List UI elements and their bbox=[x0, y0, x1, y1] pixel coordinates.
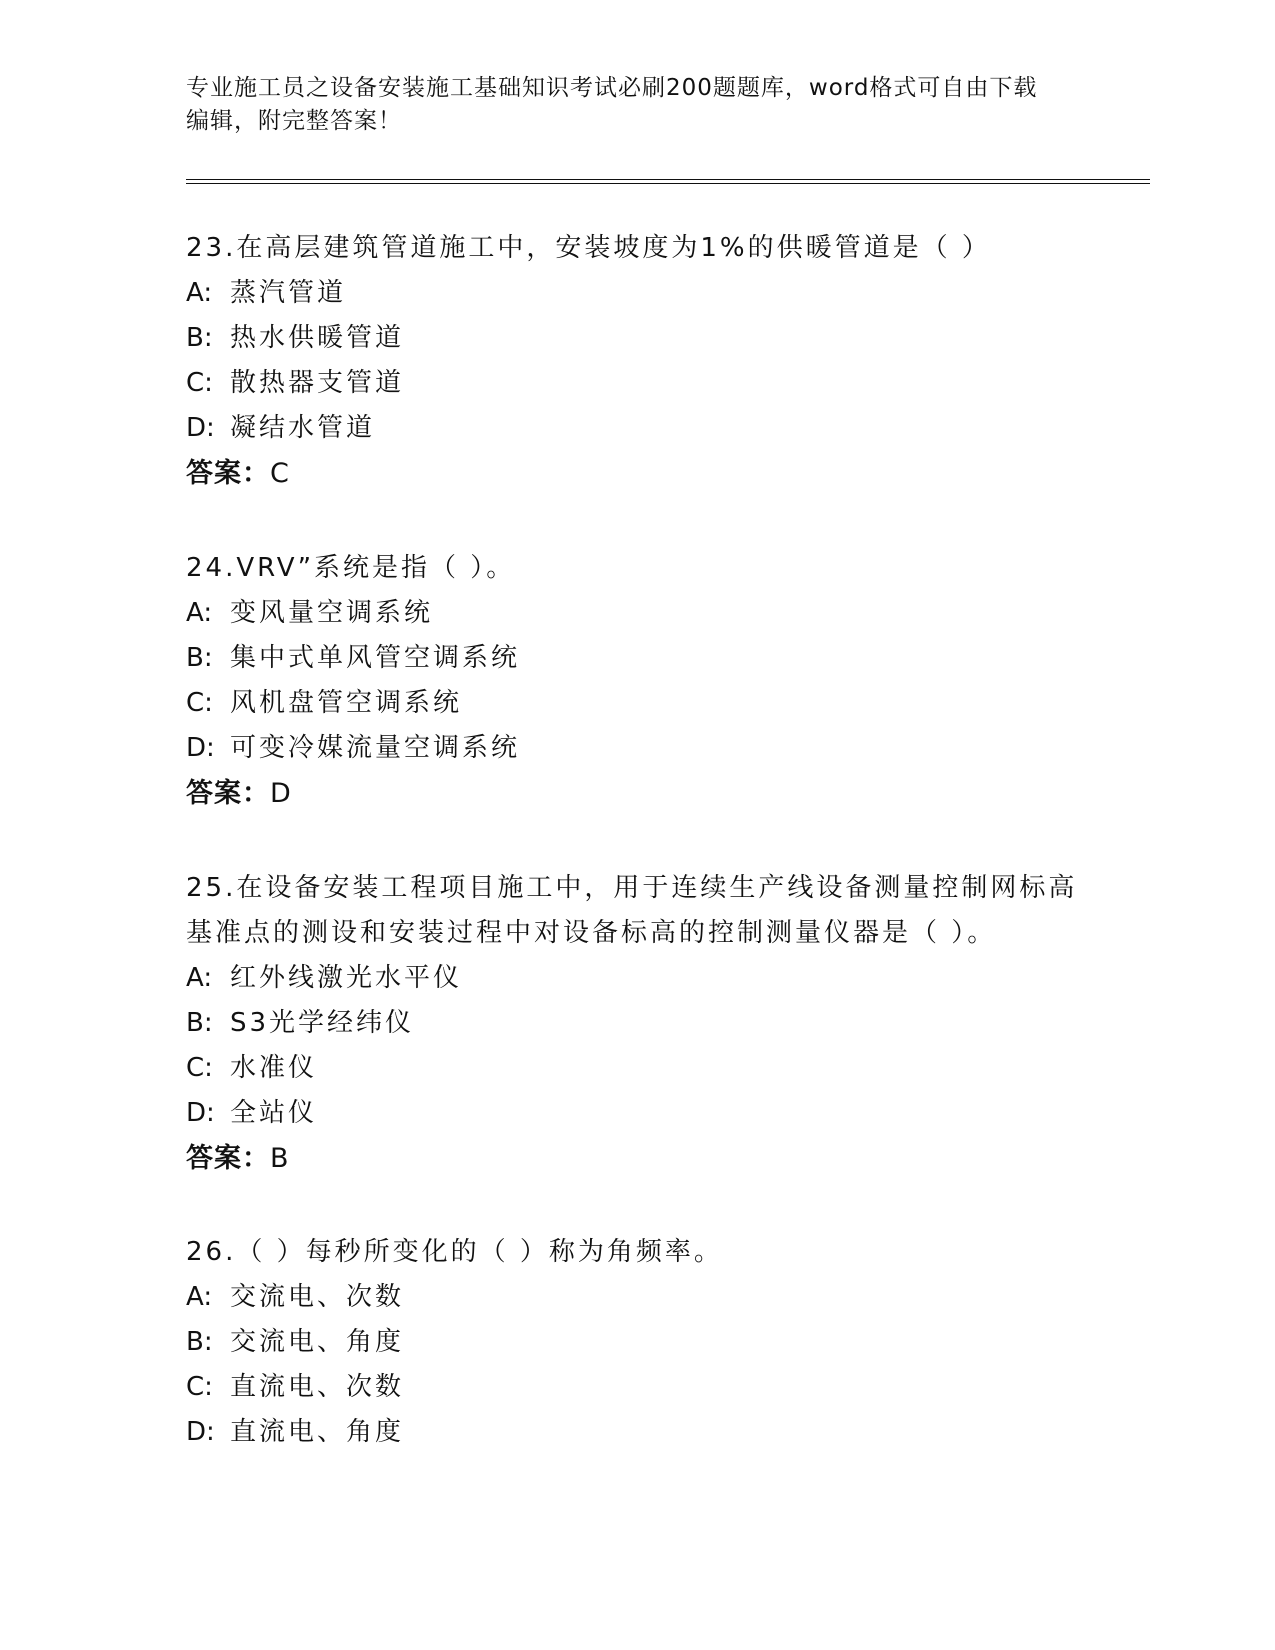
option-text: 散热器支管道 bbox=[230, 368, 405, 398]
option-key: A: bbox=[186, 278, 213, 308]
option-d bbox=[186, 1410, 1086, 1455]
question-25 bbox=[186, 866, 1086, 1182]
answer-label: 答案： bbox=[186, 458, 270, 489]
option-key: A: bbox=[186, 1282, 213, 1312]
option-text: 全站仪 bbox=[230, 1098, 318, 1128]
option-key: A: bbox=[186, 598, 213, 628]
option-key: B: bbox=[186, 323, 213, 353]
answer-line bbox=[186, 1136, 1086, 1182]
option-text: 交流电、角度 bbox=[230, 1327, 405, 1357]
option-a bbox=[186, 271, 1086, 316]
option-b bbox=[186, 636, 1086, 681]
question-23 bbox=[186, 226, 1086, 497]
document-header bbox=[186, 72, 1086, 138]
option-text: 凝结水管道 bbox=[230, 413, 376, 443]
option-key: C: bbox=[186, 688, 213, 718]
option-key: D: bbox=[186, 1098, 215, 1128]
option-key: A: bbox=[186, 963, 213, 993]
option-key: C: bbox=[186, 1372, 213, 1402]
answer-label: 答案： bbox=[186, 778, 270, 809]
question-stem: 25.在设备安装工程项目施工中，用于连续生产线设备测量控制网标高基准点的测设和安装过程中对设备标高的控制测量仪器是（ ）。 bbox=[186, 873, 1078, 948]
option-b bbox=[186, 316, 1086, 361]
option-text: 蒸汽管道 bbox=[230, 278, 347, 308]
option-a bbox=[186, 956, 1086, 1001]
answer-value: C bbox=[270, 458, 290, 489]
option-c bbox=[186, 361, 1086, 406]
answer-line bbox=[186, 451, 1086, 497]
answer-line bbox=[186, 771, 1086, 817]
header-divider-bottom bbox=[186, 183, 1150, 184]
option-text: 直流电、次数 bbox=[230, 1372, 405, 1402]
option-text: 热水供暖管道 bbox=[230, 323, 405, 353]
option-key: C: bbox=[186, 1053, 213, 1083]
option-a bbox=[186, 591, 1086, 636]
option-key: D: bbox=[186, 413, 215, 443]
option-key: C: bbox=[186, 368, 213, 398]
answer-value: B bbox=[270, 1143, 290, 1174]
answer-label: 答案： bbox=[186, 1143, 270, 1174]
question-stem: 24.VRV”系统是指（ ）。 bbox=[186, 553, 516, 583]
option-d bbox=[186, 406, 1086, 451]
question-stem: 26.（ ）每秒所变化的（ ）称为角频率。 bbox=[186, 1237, 723, 1267]
option-b bbox=[186, 1001, 1086, 1046]
option-b bbox=[186, 1320, 1086, 1365]
option-text: S3光学经纬仪 bbox=[230, 1008, 415, 1038]
option-text: 交流电、次数 bbox=[230, 1282, 405, 1312]
option-key: D: bbox=[186, 733, 215, 763]
option-text: 集中式单风管空调系统 bbox=[230, 643, 521, 673]
option-key: D: bbox=[186, 1417, 215, 1447]
option-text: 可变冷媒流量空调系统 bbox=[230, 733, 521, 763]
question-26 bbox=[186, 1230, 1086, 1455]
header-divider-top bbox=[186, 179, 1150, 180]
answer-value: D bbox=[270, 778, 292, 809]
question-stem: 23.在高层建筑管道施工中，安装坡度为1%的供暖管道是（ ） bbox=[186, 233, 991, 263]
header-line-2: 编辑，附完整答案！ bbox=[186, 108, 402, 134]
option-c bbox=[186, 1046, 1086, 1091]
option-text: 直流电、角度 bbox=[230, 1417, 405, 1447]
option-d bbox=[186, 726, 1086, 771]
option-key: B: bbox=[186, 1327, 213, 1357]
option-text: 风机盘管空调系统 bbox=[230, 688, 463, 718]
option-key: B: bbox=[186, 1008, 213, 1038]
option-text: 水准仪 bbox=[230, 1053, 318, 1083]
option-c bbox=[186, 681, 1086, 726]
option-d bbox=[186, 1091, 1086, 1136]
option-text: 红外线激光水平仪 bbox=[230, 963, 463, 993]
question-24 bbox=[186, 546, 1086, 817]
option-text: 变风量空调系统 bbox=[230, 598, 434, 628]
option-key: B: bbox=[186, 643, 213, 673]
option-c bbox=[186, 1365, 1086, 1410]
header-line-1: 专业施工员之设备安装施工基础知识考试必刷200题题库，word格式可自由下载 bbox=[186, 75, 1038, 101]
option-a bbox=[186, 1275, 1086, 1320]
